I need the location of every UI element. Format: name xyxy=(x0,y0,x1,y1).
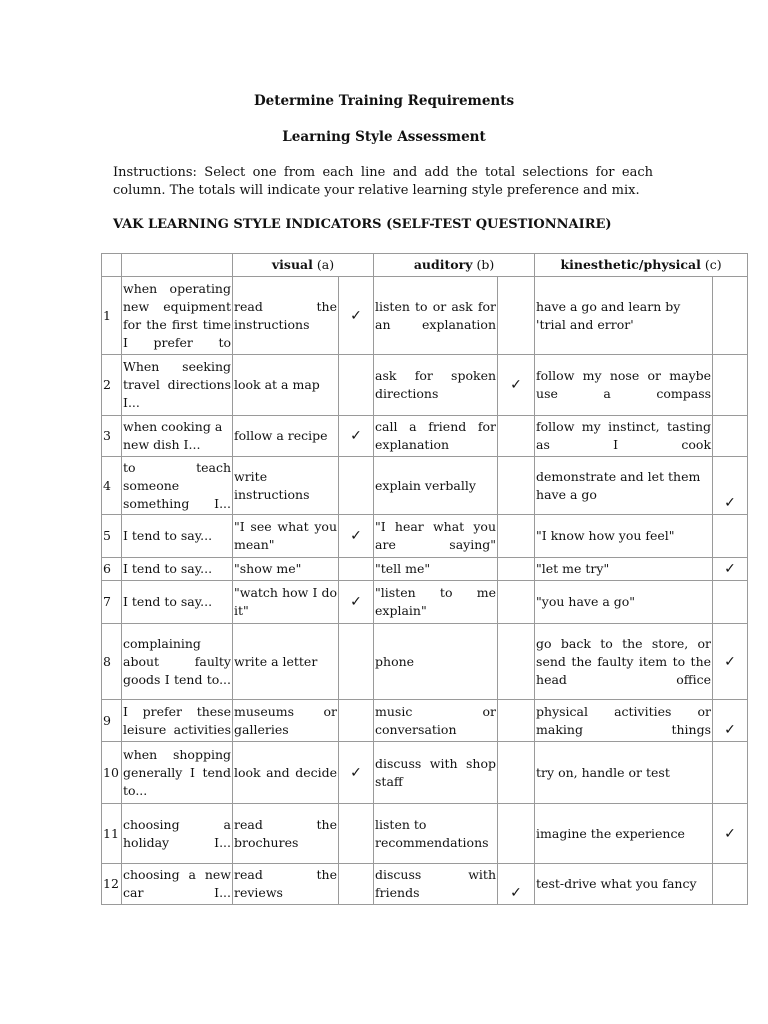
table-row xyxy=(102,277,748,355)
row-prompt: choosing a holiday I... xyxy=(122,804,233,864)
row-prompt: when cooking a new dish I... xyxy=(122,416,233,457)
kinesthetic-option: test-drive what you fancy xyxy=(535,864,713,905)
section-heading: VAK LEARNING STYLE INDICATORS (SELF-TEST QUESTIONNAIRE) xyxy=(113,217,612,232)
check-mark-icon: ✓ xyxy=(510,377,522,393)
kinesthetic-check-cell xyxy=(713,700,748,742)
auditory-option: phone xyxy=(374,624,498,700)
visual-option: read the instructions xyxy=(233,277,339,355)
auditory-option: discuss with shop staff xyxy=(374,742,498,804)
header-blank-num xyxy=(102,254,122,277)
table-row xyxy=(102,864,748,905)
auditory-check-cell xyxy=(498,558,535,581)
row-prompt: I tend to say... xyxy=(122,581,233,624)
check-mark-icon: ✓ xyxy=(724,722,736,738)
table-row xyxy=(102,515,748,558)
kinesthetic-option: imagine the experience xyxy=(535,804,713,864)
check-mark-icon: ✓ xyxy=(510,885,522,901)
kinesthetic-option: follow my nose or maybe use a compass xyxy=(535,355,713,416)
auditory-check-cell xyxy=(498,804,535,864)
row-number: 12 xyxy=(102,864,122,905)
visual-option: write instructions xyxy=(233,457,339,515)
auditory-option: call a friend for explanation xyxy=(374,416,498,457)
row-number: 4 xyxy=(102,457,122,515)
header-kinesthetic-key: (c) xyxy=(704,257,722,272)
row-number: 2 xyxy=(102,355,122,416)
kinesthetic-option: "I know how you feel" xyxy=(535,515,713,558)
kinesthetic-check-cell xyxy=(713,558,748,581)
row-prompt: choosing a new car I... xyxy=(122,864,233,905)
visual-check-cell xyxy=(339,864,374,905)
auditory-option: ask for spoken directions xyxy=(374,355,498,416)
row-prompt: complaining about faulty goods I tend to... xyxy=(122,624,233,700)
auditory-check-cell xyxy=(498,515,535,558)
table-row xyxy=(102,700,748,742)
kinesthetic-check-cell xyxy=(713,416,748,457)
auditory-option: "tell me" xyxy=(374,558,498,581)
header-auditory xyxy=(374,254,535,277)
visual-check-cell xyxy=(339,515,374,558)
check-mark-icon: ✓ xyxy=(350,307,362,324)
table-row xyxy=(102,804,748,864)
kinesthetic-check-cell xyxy=(713,624,748,700)
header-blank-prompt xyxy=(122,254,233,277)
auditory-option: discuss with friends xyxy=(374,864,498,905)
visual-option: "I see what you mean" xyxy=(233,515,339,558)
table-header-row xyxy=(102,254,748,277)
visual-option: read the brochures xyxy=(233,804,339,864)
visual-option: look and decide xyxy=(233,742,339,804)
visual-option: "show me" xyxy=(233,558,339,581)
table-row xyxy=(102,558,748,581)
auditory-check-cell xyxy=(498,864,535,905)
row-number: 8 xyxy=(102,624,122,700)
visual-check-cell xyxy=(339,355,374,416)
visual-option: "watch how I do it" xyxy=(233,581,339,624)
row-number: 1 xyxy=(102,277,122,355)
row-prompt: When seeking travel directions I... xyxy=(122,355,233,416)
auditory-option: "listen to me explain" xyxy=(374,581,498,624)
visual-check-cell xyxy=(339,457,374,515)
row-prompt: to teach someone something I... xyxy=(122,457,233,515)
header-visual-label: visual xyxy=(271,257,313,272)
page-title: Determine Training Requirements xyxy=(253,93,515,109)
auditory-check-cell xyxy=(498,355,535,416)
row-number: 9 xyxy=(102,700,122,742)
header-visual xyxy=(233,254,374,277)
table-row xyxy=(102,355,748,416)
kinesthetic-option: follow my instinct, tasting as I cook xyxy=(535,416,713,457)
visual-option: write a letter xyxy=(233,624,339,700)
kinesthetic-option: have a go and learn by 'trial and error' xyxy=(535,277,713,355)
row-prompt: when shopping generally I tend to... xyxy=(122,742,233,804)
kinesthetic-check-cell xyxy=(713,864,748,905)
check-mark-icon: ✓ xyxy=(724,825,736,842)
check-mark-icon: ✓ xyxy=(350,428,362,444)
auditory-option: listen to or ask for an explanation xyxy=(374,277,498,355)
table-body xyxy=(102,277,748,905)
table-row xyxy=(102,457,748,515)
row-prompt: I tend to say... xyxy=(122,558,233,581)
kinesthetic-option: try on, handle or test xyxy=(535,742,713,804)
auditory-option: music or conversation xyxy=(374,700,498,742)
kinesthetic-check-cell xyxy=(713,742,748,804)
check-mark-icon: ✓ xyxy=(724,495,736,511)
table-row xyxy=(102,624,748,700)
page-subtitle: Learning Style Assessment xyxy=(282,129,486,145)
auditory-check-cell xyxy=(498,742,535,804)
header-auditory-label: auditory xyxy=(413,257,473,272)
header-kinesthetic-label: kinesthetic/physical xyxy=(560,257,701,272)
vak-questionnaire-table xyxy=(101,253,748,905)
auditory-option: listen to recommendations xyxy=(374,804,498,864)
check-mark-icon: ✓ xyxy=(724,561,736,577)
table-row xyxy=(102,416,748,457)
check-mark-icon: ✓ xyxy=(350,764,362,781)
kinesthetic-option: physical activities or making things xyxy=(535,700,713,742)
auditory-check-cell xyxy=(498,416,535,457)
visual-option: follow a recipe xyxy=(233,416,339,457)
auditory-check-cell xyxy=(498,581,535,624)
table-row xyxy=(102,742,748,804)
check-mark-icon: ✓ xyxy=(350,528,362,544)
visual-option: museums or galleries xyxy=(233,700,339,742)
visual-check-cell xyxy=(339,624,374,700)
visual-check-cell xyxy=(339,277,374,355)
header-visual-key: (a) xyxy=(316,257,335,272)
visual-option: read the reviews xyxy=(233,864,339,905)
row-number: 10 xyxy=(102,742,122,804)
row-number: 5 xyxy=(102,515,122,558)
auditory-check-cell xyxy=(498,700,535,742)
kinesthetic-check-cell xyxy=(713,355,748,416)
row-prompt: when operating new equipment for the first time I prefer to xyxy=(122,277,233,355)
row-number: 3 xyxy=(102,416,122,457)
visual-check-cell xyxy=(339,581,374,624)
auditory-check-cell xyxy=(498,277,535,355)
auditory-option: explain verbally xyxy=(374,457,498,515)
row-number: 7 xyxy=(102,581,122,624)
kinesthetic-check-cell xyxy=(713,457,748,515)
header-kinesthetic xyxy=(535,254,748,277)
visual-check-cell xyxy=(339,416,374,457)
visual-check-cell xyxy=(339,558,374,581)
row-prompt: I tend to say... xyxy=(122,515,233,558)
auditory-check-cell xyxy=(498,457,535,515)
kinesthetic-check-cell xyxy=(713,515,748,558)
visual-check-cell xyxy=(339,700,374,742)
instructions-text: Instructions: Select one from each line and add the total selections for each column. The totals will indicate your relative learning style preference and mix. xyxy=(113,165,653,198)
visual-check-cell xyxy=(339,804,374,864)
row-number: 11 xyxy=(102,804,122,864)
kinesthetic-option: demonstrate and let them have a go xyxy=(535,457,713,515)
kinesthetic-option: "you have a go" xyxy=(535,581,713,624)
kinesthetic-check-cell xyxy=(713,804,748,864)
check-mark-icon: ✓ xyxy=(350,594,362,610)
visual-option: look at a map xyxy=(233,355,339,416)
auditory-option: "I hear what you are saying" xyxy=(374,515,498,558)
table-row xyxy=(102,581,748,624)
kinesthetic-option: "let me try" xyxy=(535,558,713,581)
kinesthetic-check-cell xyxy=(713,581,748,624)
header-auditory-key: (b) xyxy=(476,257,495,272)
kinesthetic-option: go back to the store, or send the faulty item to the head office xyxy=(535,624,713,700)
row-number: 6 xyxy=(102,558,122,581)
check-mark-icon: ✓ xyxy=(724,653,736,670)
auditory-check-cell xyxy=(498,624,535,700)
visual-check-cell xyxy=(339,742,374,804)
row-prompt: I prefer these leisure activities xyxy=(122,700,233,742)
kinesthetic-check-cell xyxy=(713,277,748,355)
